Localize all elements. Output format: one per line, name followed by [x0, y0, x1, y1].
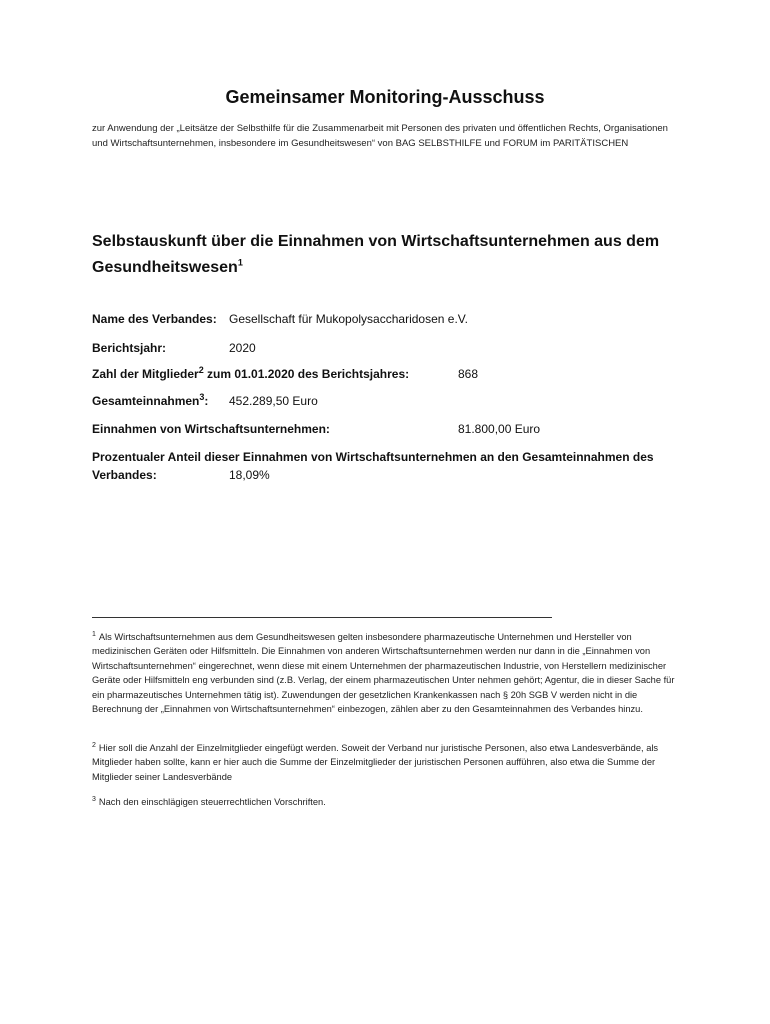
verband-label: Name des Verbandes: — [92, 312, 217, 326]
section-heading — [92, 229, 692, 281]
field-wirtschaft — [92, 422, 330, 436]
field-anteil — [92, 448, 692, 484]
footnote-ref-3: 3 — [199, 392, 205, 402]
footnote-ref-1: 1 — [237, 257, 243, 268]
footnote-1-number: 1 — [92, 630, 96, 638]
wirtschaft-label: Einnahmen von Wirtschaftsunternehmen: — [92, 422, 330, 436]
gesamteinnahmen-colon: : — [204, 394, 209, 408]
berichtsjahr-label: Berichtsjahr: — [92, 341, 167, 355]
footnote-2-number: 2 — [92, 741, 96, 749]
footnote-1-text: Als Wirtschaftsunternehmen aus dem Gesundheitswesen gelten insbesondere pharmazeutische Unternehmen und Hersteller von medizinischen Geräten oder Hilfsmitteln. Die Einnahmen von anderen Wirtschaftsunternehmen werden nur dann in die „Einnahmen von Wirtschaftsunternehmen“ eingerechnet, wenn diese mit einem Unternehmen der pharmazeutischen Industrie, von Herstellern medizinischer Geräte oder Hilfsmitteln eng verbunden sind (z.B. Verlag, der einem pharmazeutischen Unter nehmen gehört; Agentur, die in dieser Sache für ein pharmazeutisches Unternehmen tätig ist). Zuwendungen der gesetzlichen Krankenkassen nach § 20h SGB V werden nicht in die Berechnung der „Einnahmen von Wirtschaftsunternehmen“ einbezogen, zählen aber zu den Gesamteinnahmen des Verbandes hinzu. — [92, 632, 675, 715]
footnote-ref-2: 2 — [198, 365, 204, 375]
mitglieder-value: 868 — [458, 367, 479, 381]
field-berichtsjahr — [92, 341, 166, 355]
field-gesamteinnahmen — [92, 394, 208, 408]
mitglieder-label-text: Zahl der Mitglieder — [92, 367, 199, 381]
gesamteinnahmen-label — [92, 394, 208, 408]
intro-text: zur Anwendung der „Leitsätze der Selbsthilfe für die Zusammenarbeit mit Personen des privaten und öffentlichen Rechts, Organisationen und Wirtschaftsunternehmen, insbesondere im Gesundheitswesen“ von BAG SELBSTHILFE und FORUM im PARITÄTISCHEN — [92, 123, 668, 149]
gesamteinnahmen-label-text: Gesamteinnahmen — [92, 394, 200, 408]
footnote-3-text: Nach den einschlägigen steuerrechtlichen Vorschriften. — [98, 797, 326, 807]
anteil-label-line2: Verbandes: — [92, 468, 157, 482]
anteil-line2 — [92, 466, 692, 484]
anteil-label-line1: Prozentualer Anteil dieser Einnahmen von Wirtschaftsunternehmen an den Gesamteinnahmen des — [92, 450, 654, 464]
gesamteinnahmen-value: 452.289,50 Euro — [229, 394, 318, 408]
footnote-1 — [92, 630, 680, 716]
field-verband — [92, 312, 217, 326]
footnote-2 — [92, 741, 680, 784]
document-title: Gemeinsamer Monitoring-Ausschuss — [225, 87, 545, 107]
field-mitglieder — [92, 367, 409, 381]
mitglieder-label-suffix: zum 01.01.2020 des Berichtsjahres: — [203, 367, 410, 381]
verband-value: Gesellschaft für Mukopolysaccharidosen e.V. — [229, 312, 469, 326]
footnote-divider — [92, 617, 552, 618]
section-heading-text: Selbstauskunft über die Einnahmen von Wirtschaftsunternehmen aus dem Gesundheitswesen — [92, 233, 660, 276]
footnote-2-text: Hier soll die Anzahl der Einzelmitglieder eingefügt werden. Soweit der Verband nur juristische Personen, also etwa Landesverbände, als Mitglieder haben sollte, kann er hier auch die Summe der Einzelmitglieder der juristischen Personen aufführen, also etwa die Summe der Mitglieder seiner Landesverbände — [92, 743, 659, 782]
wirtschaft-value: 81.800,00 Euro — [458, 422, 541, 436]
anteil-value: 18,09% — [229, 468, 270, 482]
berichtsjahr-value: 2020 — [229, 341, 256, 355]
mitglieder-label — [92, 367, 409, 381]
footnote-3 — [92, 795, 680, 809]
footnote-3-number: 3 — [92, 795, 96, 803]
